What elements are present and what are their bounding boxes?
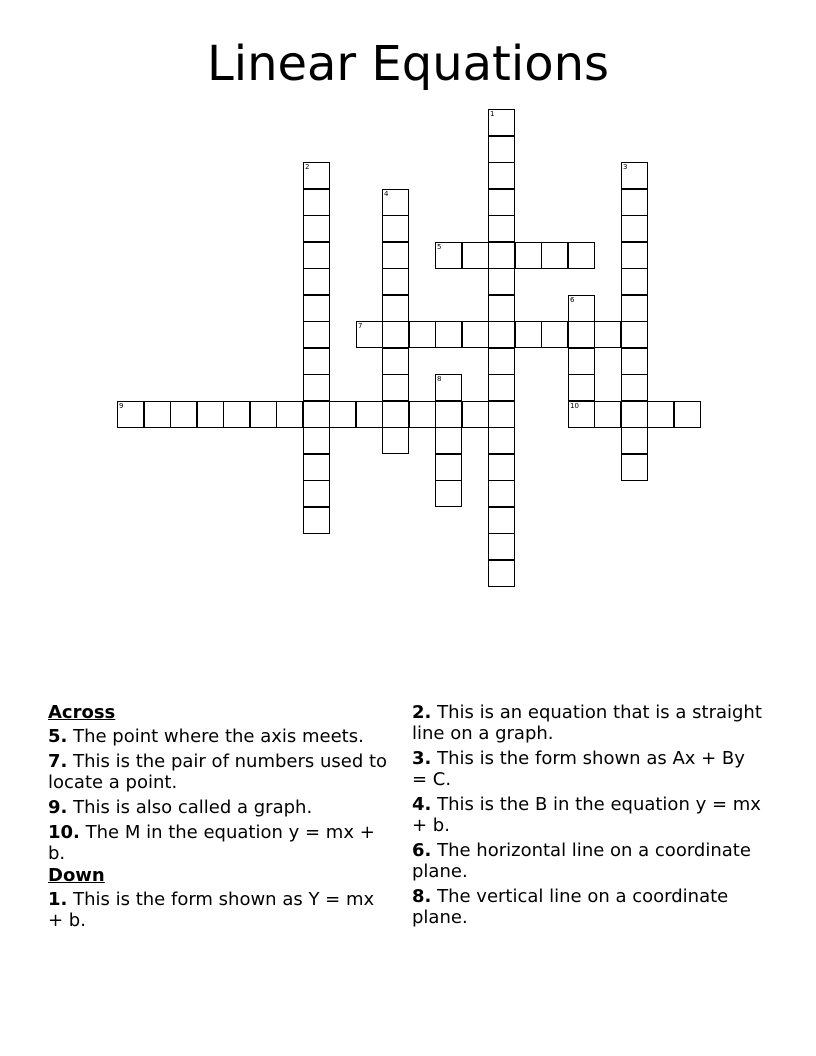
cell-number: 8	[437, 375, 442, 383]
clue-text: This is the form shown as Ax + By = C.	[412, 748, 745, 790]
clues-column-right	[412, 702, 762, 932]
crossword-cell[interactable]	[488, 427, 515, 454]
crossword-cell[interactable]	[488, 136, 515, 163]
clue-text: The point where the axis meets.	[73, 726, 364, 747]
crossword-cell[interactable]	[515, 321, 542, 348]
crossword-cell[interactable]	[488, 109, 515, 136]
crossword-cell[interactable]	[568, 242, 595, 269]
crossword-cell[interactable]	[303, 321, 330, 348]
crossword-cell[interactable]	[250, 401, 277, 428]
crossword-cell[interactable]	[568, 321, 595, 348]
crossword-cell[interactable]	[462, 242, 489, 269]
cell-number: 2	[305, 163, 310, 171]
clue-text: This is the B in the equation y = mx + b.	[412, 794, 761, 836]
crossword-cell[interactable]	[435, 480, 462, 507]
cell-number: 10	[570, 402, 579, 410]
crossword-cell[interactable]	[303, 268, 330, 295]
crossword-cell[interactable]	[541, 321, 568, 348]
crossword-cell[interactable]	[462, 401, 489, 428]
crossword-cell[interactable]	[488, 321, 515, 348]
crossword-cell[interactable]	[435, 242, 462, 269]
clue-down-2	[412, 702, 762, 744]
crossword-cell[interactable]	[303, 242, 330, 269]
crossword-cell[interactable]	[621, 189, 648, 216]
crossword-cell[interactable]	[382, 242, 409, 269]
clue-text: The M in the equation y = mx + b.	[48, 822, 375, 864]
crossword-cell[interactable]	[382, 401, 409, 428]
crossword-cell[interactable]	[303, 507, 330, 534]
crossword-cell[interactable]	[488, 215, 515, 242]
crossword-cell[interactable]	[409, 401, 436, 428]
crossword-cell[interactable]	[488, 533, 515, 560]
crossword-cell[interactable]	[197, 401, 224, 428]
clue-number: 2.	[412, 702, 432, 723]
crossword-cell[interactable]	[303, 162, 330, 189]
clue-text: This is an equation that is a straight line on a graph.	[412, 702, 762, 744]
crossword-cell[interactable]	[303, 374, 330, 401]
clue-down-8	[412, 886, 762, 928]
crossword-cell[interactable]	[621, 268, 648, 295]
crossword-cell[interactable]	[117, 401, 144, 428]
crossword-cell[interactable]	[303, 215, 330, 242]
clue-across-10	[48, 822, 390, 864]
crossword-cell[interactable]	[568, 348, 595, 375]
crossword-cell[interactable]	[303, 295, 330, 322]
crossword-cell[interactable]	[356, 321, 383, 348]
crossword-cell[interactable]	[435, 454, 462, 481]
clue-across-5	[48, 726, 390, 747]
page-title: Linear Equations	[206, 36, 610, 92]
crossword-cell[interactable]	[409, 321, 436, 348]
clue-number: 6.	[412, 840, 432, 861]
crossword-cell[interactable]	[594, 401, 621, 428]
crossword-cell[interactable]	[541, 242, 568, 269]
crossword-cell[interactable]	[594, 321, 621, 348]
crossword-cell[interactable]	[488, 560, 515, 587]
crossword-cell[interactable]	[488, 454, 515, 481]
crossword-cell[interactable]	[621, 162, 648, 189]
clue-down-4	[412, 794, 762, 836]
crossword-cell[interactable]	[621, 348, 648, 375]
clue-number: 3.	[412, 748, 432, 769]
clue-text: This is the form shown as Y = mx + b.	[48, 889, 375, 931]
across-heading: Across	[48, 702, 116, 723]
crossword-cell[interactable]	[382, 348, 409, 375]
crossword-cell[interactable]	[303, 401, 330, 428]
clue-number: 5.	[48, 726, 68, 747]
crossword-cell[interactable]	[621, 374, 648, 401]
crossword-cell[interactable]	[303, 454, 330, 481]
clue-number: 8.	[412, 886, 432, 907]
clue-number: 10.	[48, 822, 80, 843]
crossword-cell[interactable]	[488, 507, 515, 534]
crossword-cell[interactable]	[621, 401, 648, 428]
cell-number: 1	[490, 110, 495, 118]
crossword-cell[interactable]	[488, 480, 515, 507]
clue-text: This is the pair of numbers used to locate a point.	[48, 751, 388, 793]
crossword-cell[interactable]	[568, 374, 595, 401]
cell-number: 6	[570, 296, 575, 304]
crossword-cell[interactable]	[435, 427, 462, 454]
crossword-cell[interactable]	[488, 189, 515, 216]
crossword-cell[interactable]	[382, 268, 409, 295]
crossword-cell[interactable]	[488, 401, 515, 428]
clue-number: 4.	[412, 794, 432, 815]
crossword-cell[interactable]	[488, 374, 515, 401]
crossword-cell[interactable]	[303, 189, 330, 216]
crossword-cell[interactable]	[488, 162, 515, 189]
clues-column-left	[48, 702, 390, 935]
crossword-cell[interactable]	[303, 480, 330, 507]
crossword-cell[interactable]	[621, 321, 648, 348]
crossword-cell[interactable]	[276, 401, 303, 428]
crossword-cell[interactable]	[621, 242, 648, 269]
crossword-cell[interactable]	[382, 295, 409, 322]
crossword-cell[interactable]	[223, 401, 250, 428]
crossword-cell[interactable]	[144, 401, 171, 428]
crossword-cell[interactable]	[674, 401, 701, 428]
cell-number: 4	[384, 190, 389, 198]
cell-number: 7	[358, 322, 363, 330]
crossword-cell[interactable]	[435, 374, 462, 401]
cell-number: 9	[119, 402, 124, 410]
clue-down-6	[412, 840, 762, 882]
crossword-cell[interactable]	[621, 427, 648, 454]
crossword-cell[interactable]	[382, 427, 409, 454]
crossword-cell[interactable]	[568, 295, 595, 322]
crossword-cell[interactable]	[303, 348, 330, 375]
crossword-cell[interactable]	[435, 401, 462, 428]
crossword-cell[interactable]	[382, 215, 409, 242]
crossword-cell[interactable]	[515, 242, 542, 269]
crossword-cell[interactable]	[462, 321, 489, 348]
crossword-cell[interactable]	[488, 295, 515, 322]
crossword-cell[interactable]	[382, 321, 409, 348]
crossword-cell[interactable]	[621, 454, 648, 481]
crossword-cell[interactable]	[382, 374, 409, 401]
down-heading: Down	[48, 865, 105, 886]
clue-text: The horizontal line on a coordinate plane.	[412, 840, 751, 882]
crossword-cell[interactable]	[621, 295, 648, 322]
cell-number: 5	[437, 243, 442, 251]
clue-number: 9.	[48, 797, 68, 818]
clue-number: 7.	[48, 751, 68, 772]
crossword-cell[interactable]	[488, 348, 515, 375]
crossword-cell[interactable]	[488, 268, 515, 295]
crossword-cell[interactable]	[435, 321, 462, 348]
crossword-cell[interactable]	[382, 189, 409, 216]
crossword-cell[interactable]	[170, 401, 197, 428]
crossword-cell[interactable]	[621, 215, 648, 242]
clue-across-9	[48, 797, 390, 818]
crossword-cell[interactable]	[647, 401, 674, 428]
clue-across-7	[48, 751, 390, 793]
crossword-cell[interactable]	[356, 401, 383, 428]
crossword-cell[interactable]	[488, 242, 515, 269]
cell-number: 3	[623, 163, 628, 171]
clue-down-3	[412, 748, 762, 790]
clue-down-1	[48, 889, 390, 931]
clue-text: The vertical line on a coordinate plane.	[412, 886, 729, 928]
clue-number: 1.	[48, 889, 68, 910]
crossword-cell[interactable]	[303, 427, 330, 454]
crossword-cell[interactable]	[329, 401, 356, 428]
clue-text: This is also called a graph.	[73, 797, 313, 818]
crossword-cell[interactable]	[568, 401, 595, 428]
